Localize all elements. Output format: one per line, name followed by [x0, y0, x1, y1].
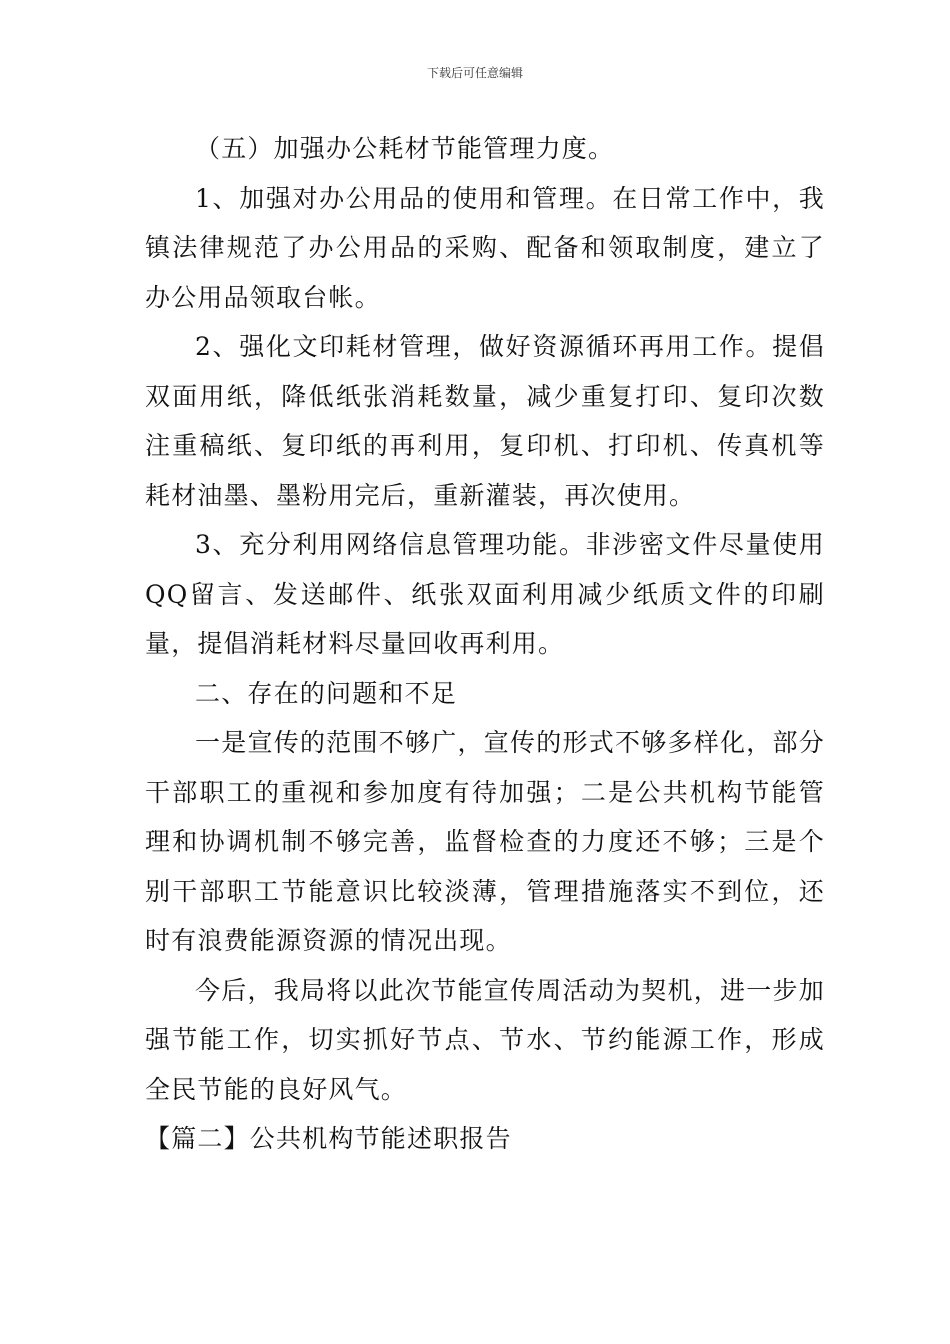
paragraph-future: 今后，我局将以此次节能宣传周活动为契机，进一步加强节能工作，切实抓好节点、节水、节约能源工作，形成全民节能的良好风气。 — [145, 975, 825, 1104]
next-article-title: 【篇二】公共机构节能述职报告 — [145, 1124, 512, 1153]
heading-section-2: 二、存在的问题和不足 — [195, 678, 458, 708]
document-body — [145, 124, 825, 1164]
paragraph-item-2: 2、强化文印耗材管理，做好资源循环再用工作。提倡双面用纸，降低纸张消耗数量，减少重复打印、复印次数注重稿纸、复印纸的再利用，复印机、打印机、传真机等耗材油墨、墨粉用完后，重新灌装，再次使用。 — [145, 332, 825, 510]
heading-section-5: （五）加强办公耗材节能管理力度。 — [195, 134, 615, 163]
page-header-note: 下载后可任意编辑 — [426, 66, 523, 80]
paragraph-item-3: 3、充分利用网络信息管理功能。非涉密文件尽量使用QQ留言、发送邮件、纸张双面利用减少纸质文件的印刷量，提倡消耗材料尽量回收再利用。 — [145, 530, 825, 658]
paragraph-item-1: 1、加强对办公用品的使用和管理。在日常工作中，我镇法律规范了办公用品的采购、配备和领取制度，建立了办公用品领取台帐。 — [145, 183, 825, 312]
paragraph-problems: 一是宣传的范围不够广，宣传的形式不够多样化，部分干部职工的重视和参加度有待加强；二是公共机构节能管理和协调机制不够完善，监督检查的力度还不够；三是个别干部职工节能意识比较淡薄，管理措施落实不到位，还时有浪费能源资源的情况出现。 — [145, 728, 825, 955]
